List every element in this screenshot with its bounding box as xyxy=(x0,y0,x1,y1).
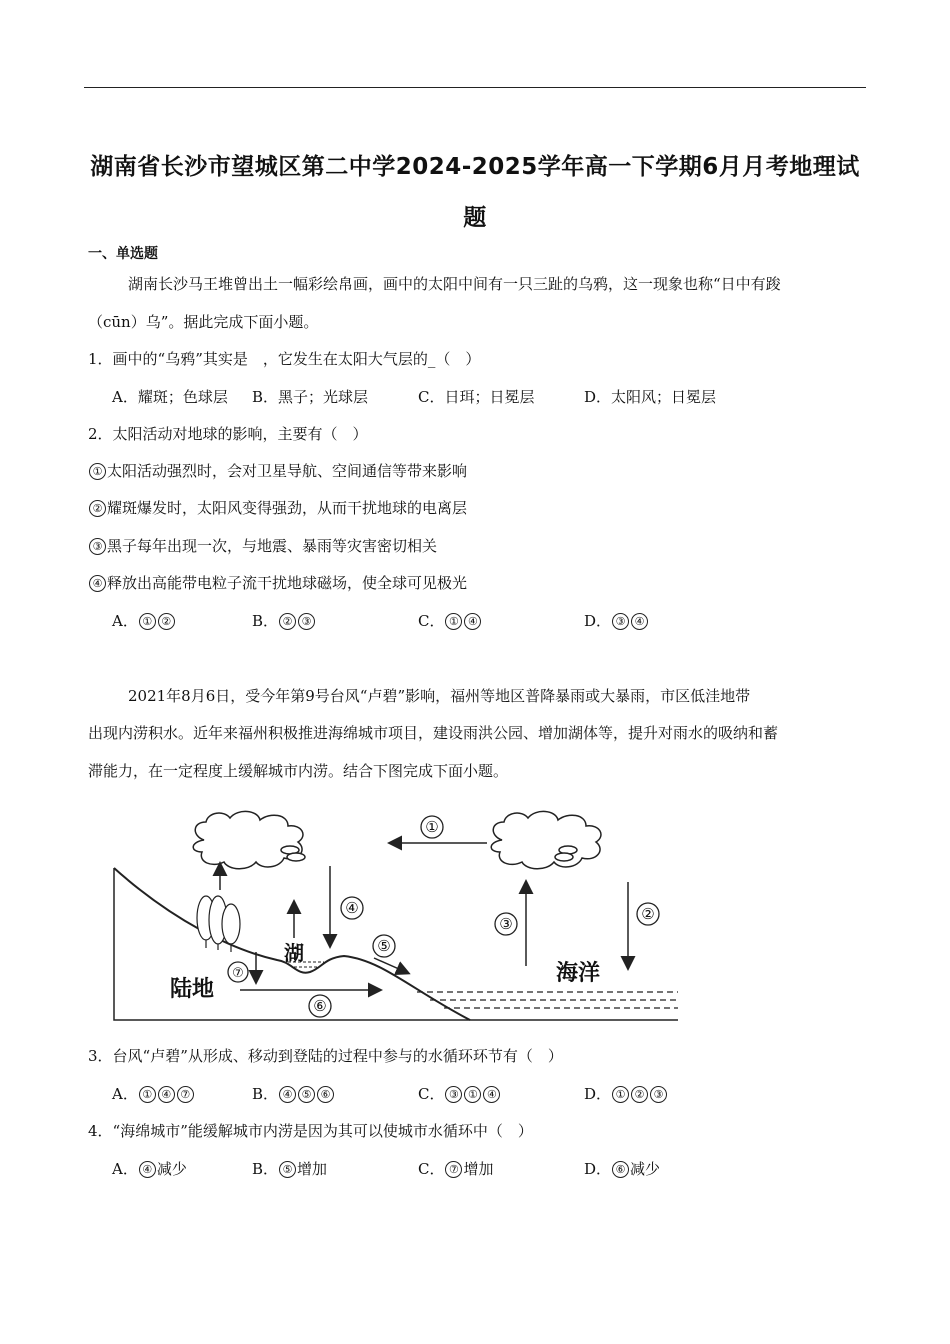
q2-option-b: B． ② ③ xyxy=(252,610,316,631)
q2-statement-4: ④ 释放出高能带电粒子流干扰地球磁场，使全球可见极光 xyxy=(88,572,467,593)
q2-option-c: C． ① ④ xyxy=(418,610,482,631)
label-land: 陆地 xyxy=(170,977,215,1002)
passage1-line1: 湖南长沙马王堆曾出土一幅彩绘帛画，画中的太阳中间有一只三趾的乌鸦，这一现象也称“日中有踆 xyxy=(128,275,781,293)
label-arrow-7: ⑦ xyxy=(232,966,244,981)
q3-option-a: A． ① ④ ⑦ xyxy=(112,1083,195,1104)
q2-option-d: D． ③ ④ xyxy=(584,610,649,631)
water-cycle-diagram xyxy=(112,810,687,1030)
label-arrow-2: ② xyxy=(641,905,655,923)
q2-statement-2: ② 耀斑爆发时，太阳风变得强劲，从而干扰地球的电离层 xyxy=(88,497,467,518)
label-arrow-4: ④ xyxy=(345,899,359,917)
q1-option-a: A．耀斑；色球层 xyxy=(112,388,228,406)
q1-option-d: D．太阳风；日冕层 xyxy=(584,388,717,406)
question-1-stem: 1．画中的“乌鸦”其实是 ，它发生在太阳大气层的_（ ） xyxy=(88,350,481,368)
page-title: 湖南省长沙市望城区第二中学2024-2025学年高一下学期6月月考地理试 xyxy=(90,154,860,180)
q1-option-b: B．黑子；光球层 xyxy=(252,388,369,406)
label-ocean: 海洋 xyxy=(556,961,601,986)
q3-option-b: B． ④ ⑤ ⑥ xyxy=(252,1083,335,1104)
trees-icon xyxy=(197,896,240,952)
q2-statement-1: ① 太阳活动强烈时，会对卫星导航、空间通信等带来影响 xyxy=(88,460,467,481)
cloud-right-icon xyxy=(491,811,601,868)
label-arrow-6: ⑥ xyxy=(313,997,327,1015)
section-heading: 一、单选题 xyxy=(88,246,158,262)
page-title-continued: 题 xyxy=(463,205,487,231)
q4-option-b: B． ⑤ 增加 xyxy=(252,1160,328,1178)
sea-water xyxy=(417,992,678,1008)
cloud-left-icon xyxy=(193,811,305,868)
question-3-stem: 3．台风“卢碧”从形成、移动到登陆的过程中参与的水循环环节有（ ） xyxy=(88,1047,563,1065)
label-arrow-3: ③ xyxy=(499,915,513,933)
passage2-line2: 出现内涝积水。近年来福州积极推进海绵城市项目，建设雨洪公园、增加湖体等，提升对雨水的吸纳和蓄 xyxy=(88,724,779,742)
passage2-line3: 滞能力，在一定程度上缓解城市内涝。结合下图完成下面小题。 xyxy=(88,762,509,780)
q1-option-c: C．日珥；日冕层 xyxy=(418,388,535,406)
question-2-stem: 2．太阳活动对地球的影响，主要有（ ） xyxy=(88,425,368,443)
q4-option-a: A． ④ 减少 xyxy=(112,1160,187,1178)
q2-statement-3: ③ 黑子每年出现一次，与地震、暴雨等灾害密切相关 xyxy=(88,535,437,556)
q3-option-d: D． ① ② ③ xyxy=(584,1083,668,1104)
label-arrow-5: ⑤ xyxy=(377,937,391,955)
passage2-line1: 2021年8月6日，受今年第9号台风“卢碧”影响，福州等地区普降暴雨或大暴雨，市区低洼地带 xyxy=(128,687,751,705)
q4-option-d: D． ⑥ 减少 xyxy=(584,1160,661,1178)
header-rule xyxy=(84,87,866,88)
question-4-stem: 4．“海绵城市”能缓解城市内涝是因为其可以使城市水循环中（ ） xyxy=(88,1122,533,1140)
passage1-line2: （cūn）乌”。据此完成下面小题。 xyxy=(88,313,319,331)
label-arrow-1: ① xyxy=(425,818,439,836)
q4-option-c: C． ⑦ 增加 xyxy=(418,1160,494,1178)
arrow-5-surface-runoff xyxy=(374,958,408,973)
label-lake: 湖 xyxy=(284,941,304,965)
q3-option-c: C． ③ ① ④ xyxy=(418,1083,501,1104)
q2-option-a: A． ① ② xyxy=(112,610,176,631)
